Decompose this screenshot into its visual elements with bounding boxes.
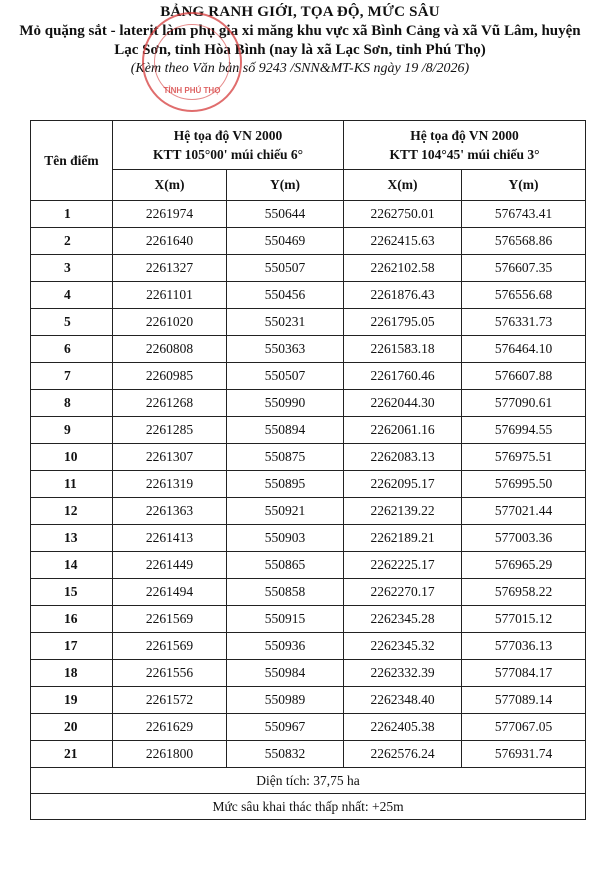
y-3deg-cell: 576994.55 [462,417,586,444]
table-row [31,741,586,768]
x-3deg-cell: 2262332.39 [344,660,462,687]
table-row [31,633,586,660]
x-6deg-cell: 2261268 [113,390,227,417]
table-row [31,714,586,741]
group2-line1: Hệ tọa độ VN 2000 [410,128,519,143]
table-row [31,471,586,498]
y-3deg-cell: 576464.10 [462,336,586,363]
document-reference-note: (Kèm theo Văn bản số 9243 /SNN&MT-KS ngày 19 /8/2026) [130,61,470,76]
column-header-x-6deg: X(m) [113,170,227,201]
y-6deg-cell: 550894 [227,417,344,444]
table-row [31,336,586,363]
point-name-cell: 6 [31,336,113,363]
table-row [31,525,586,552]
x-3deg-cell: 2262061.16 [344,417,462,444]
y-6deg-cell: 550921 [227,498,344,525]
y-6deg-cell: 550456 [227,282,344,309]
column-header-y-6deg: Y(m) [227,170,344,201]
table-row [31,579,586,606]
group1-line1: Hệ tọa độ VN 2000 [173,128,283,143]
point-name-cell: 17 [31,633,113,660]
x-3deg-cell: 2262345.32 [344,633,462,660]
x-6deg-cell: 2261285 [113,417,227,444]
y-6deg-cell: 550895 [227,471,344,498]
x-6deg-cell: 2261101 [113,282,227,309]
point-name-cell: 21 [31,741,113,768]
y-6deg-cell: 550363 [227,336,344,363]
table-row [31,201,586,228]
y-3deg-cell: 576965.29 [462,552,586,579]
y-3deg-cell: 577003.36 [462,525,586,552]
document-header [0,0,600,77]
point-name-cell: 9 [31,417,113,444]
point-name-cell: 8 [31,390,113,417]
y-6deg-cell: 550903 [227,525,344,552]
x-6deg-cell: 2261572 [113,687,227,714]
y-3deg-cell: 576607.35 [462,255,586,282]
y-3deg-cell: 576995.50 [462,471,586,498]
y-3deg-cell: 576743.41 [462,201,586,228]
x-6deg-cell: 2261569 [113,633,227,660]
x-6deg-cell: 2261640 [113,228,227,255]
y-3deg-cell: 576975.51 [462,444,586,471]
x-3deg-cell: 2262044.30 [344,390,462,417]
x-6deg-cell: 2261363 [113,498,227,525]
point-name-cell: 20 [31,714,113,741]
x-3deg-cell: 2262348.40 [344,687,462,714]
x-3deg-cell: 2262102.58 [344,255,462,282]
y-6deg-cell: 550984 [227,660,344,687]
x-3deg-cell: 2261876.43 [344,282,462,309]
x-3deg-cell: 2261760.46 [344,363,462,390]
y-6deg-cell: 550858 [227,579,344,606]
x-3deg-cell: 2262576.24 [344,741,462,768]
table-row [31,363,586,390]
y-3deg-cell: 576568.86 [462,228,586,255]
group1-line2: KTT 105°00' múi chiếu 6° [152,147,304,162]
table-row [31,282,586,309]
x-6deg-cell: 2261020 [113,309,227,336]
x-6deg-cell: 2260985 [113,363,227,390]
y-6deg-cell: 550936 [227,633,344,660]
column-header-point: Tên điểm [31,121,113,201]
x-6deg-cell: 2260808 [113,336,227,363]
x-3deg-cell: 2262225.17 [344,552,462,579]
point-name-cell: 1 [31,201,113,228]
point-name-cell: 15 [31,579,113,606]
table-row [31,255,586,282]
table-row [31,660,586,687]
x-3deg-cell: 2262750.01 [344,201,462,228]
table-row [31,309,586,336]
y-3deg-cell: 577015.12 [462,606,586,633]
seal-text: TỈNH PHÚ THỌ [163,86,221,95]
y-6deg-cell: 550915 [227,606,344,633]
column-group-vn2000-104 [344,121,586,170]
x-6deg-cell: 2261974 [113,201,227,228]
y-6deg-cell: 550507 [227,255,344,282]
coordinates-table [30,120,586,820]
x-6deg-cell: 2261307 [113,444,227,471]
point-name-cell: 7 [31,363,113,390]
x-3deg-cell: 2262415.63 [344,228,462,255]
x-3deg-cell: 2262095.17 [344,471,462,498]
x-6deg-cell: 2261629 [113,714,227,741]
y-3deg-cell: 577067.05 [462,714,586,741]
point-name-cell: 4 [31,282,113,309]
x-6deg-cell: 2261327 [113,255,227,282]
point-name-cell: 18 [31,660,113,687]
y-3deg-cell: 577084.17 [462,660,586,687]
x-6deg-cell: 2261449 [113,552,227,579]
y-6deg-cell: 550507 [227,363,344,390]
x-3deg-cell: 2262189.21 [344,525,462,552]
y-6deg-cell: 550967 [227,714,344,741]
point-name-cell: 10 [31,444,113,471]
column-header-y-3deg: Y(m) [462,170,586,201]
y-6deg-cell: 550231 [227,309,344,336]
y-3deg-cell: 576931.74 [462,741,586,768]
table-row [31,228,586,255]
column-group-vn2000-105 [113,121,344,170]
x-6deg-cell: 2261319 [113,471,227,498]
point-name-cell: 19 [31,687,113,714]
x-6deg-cell: 2261413 [113,525,227,552]
table-row [31,552,586,579]
y-6deg-cell: 550875 [227,444,344,471]
area-summary: Diện tích: 37,75 ha [31,768,586,794]
x-3deg-cell: 2262345.28 [344,606,462,633]
point-name-cell: 14 [31,552,113,579]
point-name-cell: 16 [31,606,113,633]
column-header-x-3deg: X(m) [344,170,462,201]
y-3deg-cell: 576607.88 [462,363,586,390]
y-3deg-cell: 576556.68 [462,282,586,309]
x-3deg-cell: 2261795.05 [344,309,462,336]
point-name-cell: 11 [31,471,113,498]
x-3deg-cell: 2262270.17 [344,579,462,606]
table-row [31,687,586,714]
x-3deg-cell: 2262083.13 [344,444,462,471]
depth-summary: Mức sâu khai thác thấp nhất: +25m [31,794,586,820]
y-3deg-cell: 577036.13 [462,633,586,660]
table-row [31,390,586,417]
x-6deg-cell: 2261569 [113,606,227,633]
y-3deg-cell: 576958.22 [462,579,586,606]
point-name-cell: 5 [31,309,113,336]
x-3deg-cell: 2262139.22 [344,498,462,525]
y-3deg-cell: 577089.14 [462,687,586,714]
x-3deg-cell: 2261583.18 [344,336,462,363]
y-3deg-cell: 577090.61 [462,390,586,417]
y-3deg-cell: 576331.73 [462,309,586,336]
point-name-cell: 13 [31,525,113,552]
x-6deg-cell: 2261494 [113,579,227,606]
y-6deg-cell: 550469 [227,228,344,255]
table-row [31,606,586,633]
table-row [31,498,586,525]
table-row [31,444,586,471]
document-title: BẢNG RANH GIỚI, TỌA ĐỘ, MỨC SÂU [160,4,440,20]
y-6deg-cell: 550989 [227,687,344,714]
x-6deg-cell: 2261556 [113,660,227,687]
y-6deg-cell: 550990 [227,390,344,417]
document-subtitle: Mỏ quặng sắt - laterit làm phụ gia xi măng khu vực xã Bình Cảng và xã Vũ Lâm, huyện Lạc Sơn, tỉnh Hòa Bình (nay là xã Lạc Sơn, tỉnh Phú Thọ) [19,23,581,58]
table-row [31,417,586,444]
y-6deg-cell: 550832 [227,741,344,768]
y-3deg-cell: 577021.44 [462,498,586,525]
point-name-cell: 2 [31,228,113,255]
x-3deg-cell: 2262405.38 [344,714,462,741]
y-6deg-cell: 550865 [227,552,344,579]
y-6deg-cell: 550644 [227,201,344,228]
x-6deg-cell: 2261800 [113,741,227,768]
point-name-cell: 12 [31,498,113,525]
group2-line2: KTT 104°45' múi chiếu 3° [389,147,540,162]
point-name-cell: 3 [31,255,113,282]
